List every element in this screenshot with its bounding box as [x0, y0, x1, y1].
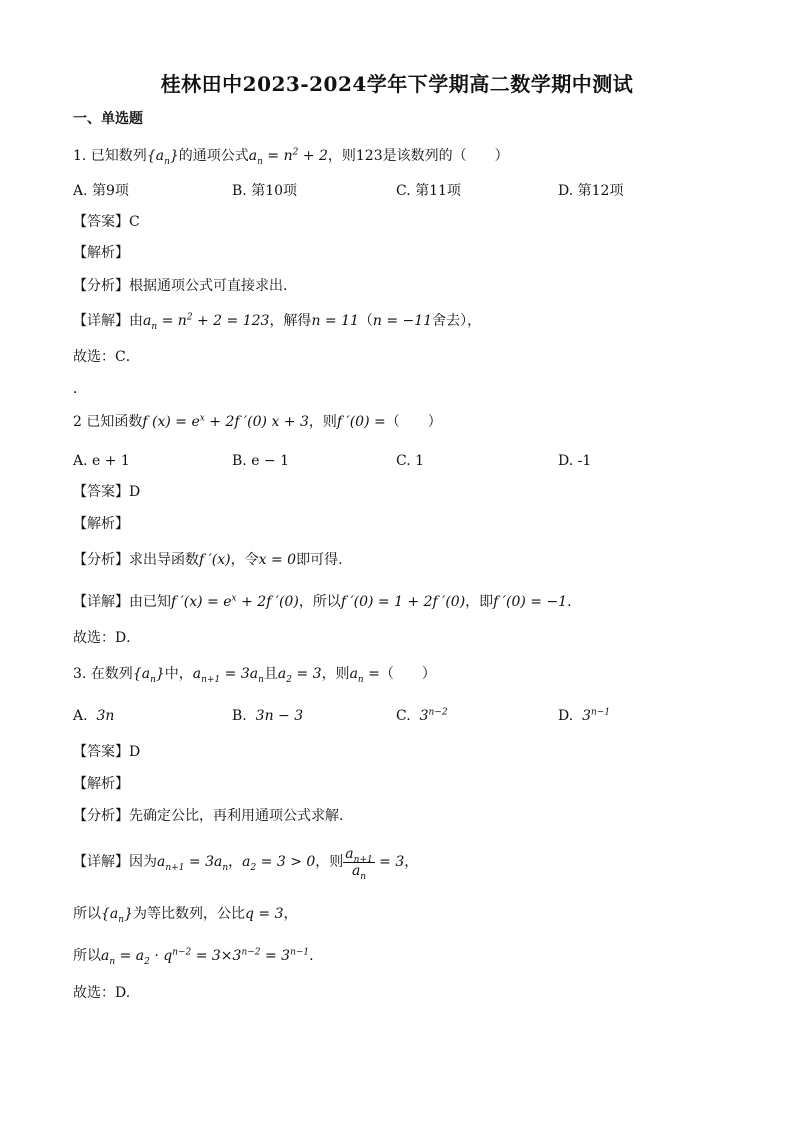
q2-jiexi: 【解析】 — [73, 516, 129, 532]
q1-stem-post: ，则123是该数列的（ ） — [327, 148, 509, 164]
q3-fraction: $\frac{a_{n+1}}{a_n}$ — [345, 845, 373, 882]
q2-option-c: C. 1 — [396, 453, 425, 469]
q1-fenxi: 【分析】根据通项公式可直接求出. — [73, 278, 288, 294]
q3-guxuan: 故选：D. — [73, 985, 131, 1001]
q1-option-b: B. 第10项 — [232, 183, 298, 199]
q1-xiangjie: 【详解】由$a_n = n^2 + 2 = 123$，解得n = 11（n = −11舍去）， — [73, 312, 482, 332]
section-heading: 一、单选题 — [73, 111, 143, 127]
q1-stem-pre: 1. 已知数列 — [73, 148, 147, 164]
q1-guxuan: 故选：C． — [73, 349, 140, 365]
q3-answer: 【答案】D — [73, 744, 141, 760]
q1-seq: $\{a_n\}$ — [146, 148, 179, 167]
q2-option-d: D. -1 — [558, 453, 592, 469]
q2-answer: 【答案】D — [73, 484, 141, 500]
q3-option-d: D. $3^{n-1}$ — [558, 707, 611, 724]
q2-fenxi: 【分析】求出导函数f ′(x)，令x = 0即可得. — [73, 552, 343, 568]
q3-stem: 3. 在数列$\{a_n\}$中，$a_{n+1} = 3a_n$且$a_2 = 3$，则$a_n$ =（ ） — [73, 666, 436, 685]
q1-stem — [73, 146, 509, 166]
q3-option-c: C. $3^{n-2}$ — [396, 707, 448, 724]
q3-xiangjie: 【详解】因为$a_{n+1} = 3a_n$，$a_2 = 3 > 0$，则 $\frac{a_{n+1}}{a_n}$ = 3， — [73, 845, 419, 882]
q3-fenxi: 【分析】先确定公比，再利用通项公式求解. — [73, 808, 344, 824]
q1-option-a: A. 第9项 — [73, 183, 129, 199]
q2-guxuan: 故选：D． — [73, 630, 141, 646]
q3-line2: 所以$\{a_n\}$为等比数列，公比q = 3， — [73, 906, 298, 925]
q1-stem-mid: 的通项公式 — [178, 148, 249, 164]
q1-answer: 【答案】C — [73, 214, 140, 230]
page-title: 桂林田中2023-2024学年下学期高二数学期中测试 — [160, 72, 634, 96]
q3-jiexi: 【解析】 — [73, 776, 129, 792]
q2-xiangjie: 【详解】由已知f $'(x) = e^x + 2f$ ′(0)，所以f ′(0) = 1 + 2f ′(0)，即f ′(0) = −1. — [73, 593, 572, 610]
q2-stem: 2 已知函数f $(x) = e^x + 2f$ ′(0) x + 3，则f ′(0) =（ ） — [73, 413, 442, 430]
q2-option-b: B. e − 1 — [232, 453, 290, 469]
q3-line3: 所以$a_n = a_2 \cdot q^{n-2} = 3\times 3^{n-2} = 3^{n-1}$. — [73, 947, 314, 967]
q1-formula: $a_n = n^2 + 2$ — [248, 147, 328, 167]
q1-option-d: D. 第12项 — [558, 183, 624, 199]
q1-option-c: C. 第11项 — [396, 183, 461, 199]
stray-dot: ． — [73, 381, 87, 397]
q2-option-a: A. e + 1 — [73, 453, 130, 469]
q3-option-a: A. 3n — [73, 708, 115, 724]
q3-option-b: B. 3n − 3 — [232, 708, 304, 724]
q1-jiexi: 【解析】 — [73, 245, 129, 261]
